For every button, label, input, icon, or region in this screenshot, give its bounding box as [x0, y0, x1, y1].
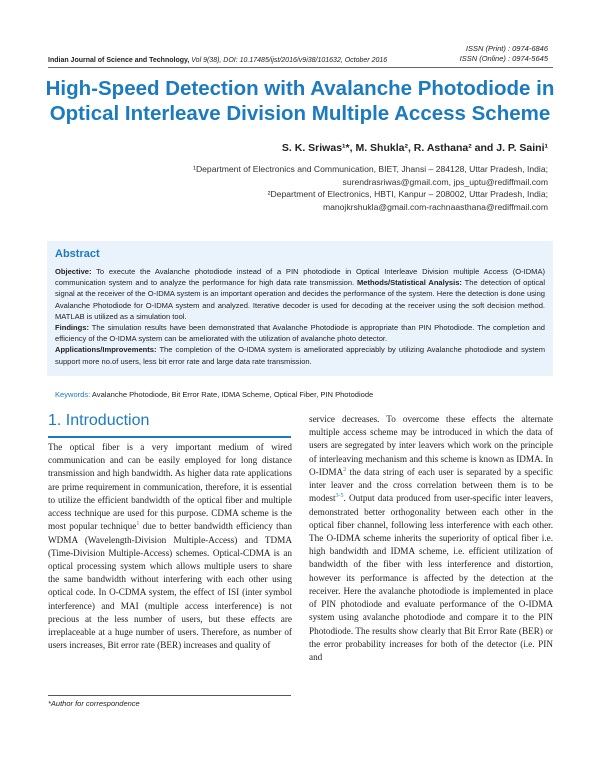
header-divider [48, 67, 553, 68]
citation-link-1[interactable]: 1 [136, 521, 140, 528]
section-heading-introduction: 1. Introduction [48, 412, 150, 429]
applications-label: Applications/Improvements: [55, 345, 157, 355]
section-heading-rule [48, 436, 291, 438]
objective-text: To execute the Avalanche photodiode instead of a PIN photodiode in Optical Interleave Division multiple Access (O-IDMA) communication system and to analyze the performance for high data rate transmission. [55, 267, 545, 288]
findings-text: The simulation results have been demonstrated that Avalanche Photodiode is appropriate than PIN Photodiode. The completion and efficiency of the O-IDMA system can be ameliorated with the utilization of avalanche photo detector. [55, 323, 545, 344]
keywords-text: Avalanche Photodiode, Bit Error Rate, IDMA Scheme, Optical Fiber, PIN Photodiode [90, 390, 374, 399]
intro-right-text-a: service decreases. To overcome these effects the alternate multiple access scheme may be introduced in which the data of users are segregated by inter leavers which work on the principle of interleaving mechanism and this scheme is known as IDMA. In O-IDMA [309, 414, 553, 477]
journal-name: Indian Journal of Science and Technology, [48, 57, 190, 64]
title-line-2: Optical Interleave Division Multiple Access Scheme [49, 102, 551, 125]
abstract-heading: Abstract [55, 248, 100, 260]
author-list: S. K. Sriwas¹*, M. Shukla², R. Asthana² and J. P. Saini¹ [281, 142, 548, 154]
abstract-objective-methods [55, 266, 545, 322]
keywords-line [55, 390, 373, 399]
abstract-body [55, 266, 545, 367]
citation-link-2[interactable]: 2 [343, 466, 347, 473]
intro-column-left [48, 441, 292, 653]
abstract-applications [55, 344, 545, 366]
journal-citation [48, 57, 387, 64]
applications-text: The completion of the O-IDMA system is ameliorated appreciably by utilizing Avalanche photodiode and system support more no.of users, less bit error rate and large data rate transmission. [55, 345, 545, 366]
methods-text: The detection of optical signal at the receiver of the O-IDMA system is an important operation and decides the performance of the system. Here the detection is done using Avalanche Photodiode for O-IDMA system and analyzed. Iterative decoder is used for decoding at the receiver using the soft decision method. MATLAB is utilized as a simulation tool. [55, 278, 546, 321]
abstract-findings [55, 322, 545, 344]
issn-online: ISSN (Online) : 0974-5645 [459, 54, 548, 63]
intro-left-text-b: due to better bandwidth efficiency than WDMA (Wavelength-Division Multiple-Access) and TDMA (Time-Division Multiple-Access) schemes. Optical-CDMA is an optical processing system which allows multiple users to share the same bandwidth without interfering with each other using optical code. In O-CDMA system, the effect of ISI (inter symbol interference) and MAI (multiple access interference) is not precious at the less number of users, but these effects are irreplaceable at a huge number of users. Therefore, as number of users increases, Bit error rate (BER) increases and quality of [48, 521, 292, 651]
affiliation-1-emails: surendrasriwas@gmail.com, jps_uptu@rediffmail.com [342, 176, 548, 187]
affiliation-2: ²Department of Electronics, HBTI, Kanpur – 208002, Uttar Pradesh, India; [267, 189, 548, 199]
objective-label: Objective: [55, 267, 92, 276]
journal-details: Vol 9(38), DOI: 10.17485/ijst/2016/v9i38/101632, October 2016 [189, 57, 388, 64]
findings-label: Findings: [55, 323, 89, 333]
citation-link-3-5[interactable]: 3-5 [335, 493, 344, 500]
intro-right-text-c: . Output data produced from user-specific inter leavers, demonstrated better orthogonality between each other in the optical fiber channel, following less interference with each other. The O-IDMA scheme inherits the superiority of optical fiber i.e. high bandwidth and IDMA scheme, i.e. efficient utilization of bandwidth of the fiber with less interference and distortion, however its performance is affected by the detection at the receiver. Here the avalanche photodiode is implemented in place of PIN photodiode and evaluate performance of the O-IDMA system using avalanche photodiode and compare it to the PIN Photodiode. The results show clearly that Bit Error Rate (BER) or the error probability increases for both of the detector (i.e. PIN and [309, 493, 553, 662]
intro-left-text-a: The optical fiber is a very important medium of wired communication and can be easily employed for long distance transmission and high bandwidth. As higher data rate applications are prime requirement in communication, therefore, it is essential to utilize the efficient bandwidth of the optical fiber and multiple access technique are used for this purpose. CDMA scheme is the most popular technique [48, 442, 292, 532]
issn-print: ISSN (Print) : 0974-6846 [465, 44, 548, 53]
affiliations [193, 163, 548, 213]
issn-block [460, 44, 548, 64]
keywords-label: Keywords: [55, 390, 91, 399]
affiliation-1: ¹Department of Electronics and Communication, BIET, Jhansi – 284128, Uttar Pradesh, India; [193, 164, 548, 174]
methods-label: Methods/Statistical Analysis: [357, 278, 462, 288]
intro-paragraph-left [48, 441, 292, 653]
intro-right-text-b: the data string of each user is separated by a specific inter leaver and the cross correlation between them is to be modest [309, 466, 553, 504]
title-line-1: High-Speed Detection with Avalanche Photodiode in [45, 77, 555, 100]
intro-column-right [309, 413, 553, 664]
affiliation-2-emails: manojkrshukla@gmail.com-rachnaasthana@rediffmail.com [322, 201, 548, 212]
footnote-divider [48, 695, 291, 696]
footnote-correspondence: *Author for correspondence [48, 699, 140, 708]
paper-title [40, 76, 560, 126]
intro-paragraph-right [309, 413, 553, 664]
